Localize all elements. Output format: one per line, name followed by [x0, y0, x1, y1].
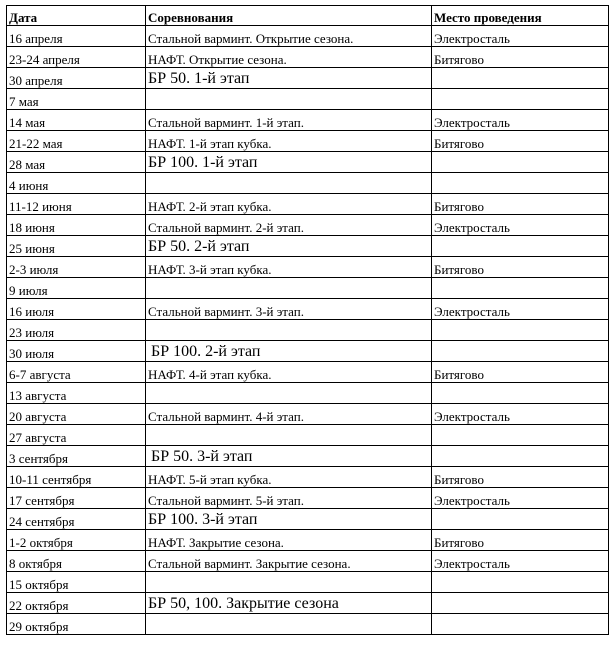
- place-cell: [432, 320, 609, 341]
- place-cell: Электросталь: [432, 110, 609, 131]
- date-cell: 13 августа: [7, 383, 146, 404]
- event-cell: БР 100. 1-й этап: [146, 152, 432, 173]
- event-cell: БР 50. 1-й этап: [146, 68, 432, 89]
- place-cell: [432, 341, 609, 362]
- competition-schedule-table: [6, 5, 609, 635]
- table-row: [7, 383, 609, 404]
- place-cell: Электросталь: [432, 26, 609, 47]
- date-cell: 30 апреля: [7, 68, 146, 89]
- date-cell: 23-24 апреля: [7, 47, 146, 68]
- date-cell: 3 сентября: [7, 446, 146, 467]
- column-header-date: Дата: [7, 6, 146, 26]
- table-row: [7, 341, 609, 362]
- place-cell: Электросталь: [432, 404, 609, 425]
- date-cell: 30 июля: [7, 341, 146, 362]
- event-cell: [146, 614, 432, 635]
- event-cell: Стальной варминт. 2-й этап.: [146, 215, 432, 236]
- event-cell: Стальной варминт. 5-й этап.: [146, 488, 432, 509]
- table-row: [7, 593, 609, 614]
- place-cell: Битягово: [432, 194, 609, 215]
- place-cell: [432, 614, 609, 635]
- date-cell: 2-3 июля: [7, 257, 146, 278]
- place-cell: Битягово: [432, 362, 609, 383]
- date-cell: 1-2 октября: [7, 530, 146, 551]
- event-cell: НАФТ. 2-й этап кубка.: [146, 194, 432, 215]
- date-cell: 14 мая: [7, 110, 146, 131]
- table-row: [7, 614, 609, 635]
- table-row: [7, 572, 609, 593]
- table-row: [7, 215, 609, 236]
- date-cell: 9 июля: [7, 278, 146, 299]
- place-cell: [432, 446, 609, 467]
- table-row: [7, 551, 609, 572]
- event-cell: [146, 572, 432, 593]
- table-row: [7, 404, 609, 425]
- table-row: [7, 47, 609, 68]
- table-row: [7, 320, 609, 341]
- event-cell: НАФТ. Закрытие сезона.: [146, 530, 432, 551]
- place-cell: Битягово: [432, 257, 609, 278]
- date-cell: 11-12 июня: [7, 194, 146, 215]
- event-cell: [146, 173, 432, 194]
- place-cell: [432, 572, 609, 593]
- event-cell: БР 50, 100. Закрытие сезона: [146, 593, 432, 614]
- event-cell: Стальной варминт. 1-й этап.: [146, 110, 432, 131]
- table-body: [7, 26, 609, 635]
- event-cell: Стальной варминт. Закрытие сезона.: [146, 551, 432, 572]
- table-row: [7, 425, 609, 446]
- table-header-row: [7, 6, 609, 26]
- place-cell: Битягово: [432, 47, 609, 68]
- date-cell: 22 октября: [7, 593, 146, 614]
- date-cell: 16 июля: [7, 299, 146, 320]
- date-cell: 24 сентября: [7, 509, 146, 530]
- date-cell: 25 июня: [7, 236, 146, 257]
- place-cell: Битягово: [432, 530, 609, 551]
- event-cell: БР 100. 2-й этап: [146, 341, 432, 362]
- table-row: [7, 257, 609, 278]
- event-cell: [146, 383, 432, 404]
- date-cell: 20 августа: [7, 404, 146, 425]
- place-cell: [432, 173, 609, 194]
- place-cell: Битягово: [432, 467, 609, 488]
- place-cell: Электросталь: [432, 551, 609, 572]
- event-cell: НАФТ. Открытие сезона.: [146, 47, 432, 68]
- place-cell: [432, 152, 609, 173]
- date-cell: 15 октября: [7, 572, 146, 593]
- place-cell: [432, 593, 609, 614]
- table-row: [7, 446, 609, 467]
- table-row: [7, 110, 609, 131]
- table-row: [7, 89, 609, 110]
- place-cell: [432, 278, 609, 299]
- event-cell: НАФТ. 1-й этап кубка.: [146, 131, 432, 152]
- column-header-event: Соревнования: [146, 6, 432, 26]
- event-cell: [146, 320, 432, 341]
- place-cell: [432, 425, 609, 446]
- place-cell: Электросталь: [432, 299, 609, 320]
- place-cell: Электросталь: [432, 488, 609, 509]
- event-cell: НАФТ. 5-й этап кубка.: [146, 467, 432, 488]
- date-cell: 4 июня: [7, 173, 146, 194]
- date-cell: 6-7 августа: [7, 362, 146, 383]
- table-row: [7, 194, 609, 215]
- event-cell: НАФТ. 4-й этап кубка.: [146, 362, 432, 383]
- date-cell: 7 мая: [7, 89, 146, 110]
- place-cell: Электросталь: [432, 215, 609, 236]
- date-cell: 16 апреля: [7, 26, 146, 47]
- place-cell: [432, 68, 609, 89]
- date-cell: 29 октября: [7, 614, 146, 635]
- place-cell: [432, 89, 609, 110]
- table-row: [7, 530, 609, 551]
- schedule-sheet: [6, 5, 609, 635]
- table-row: [7, 131, 609, 152]
- event-cell: БР 100. 3-й этап: [146, 509, 432, 530]
- date-cell: 21-22 мая: [7, 131, 146, 152]
- event-cell: БР 50. 2-й этап: [146, 236, 432, 257]
- event-cell: [146, 89, 432, 110]
- date-cell: 10-11 сентября: [7, 467, 146, 488]
- place-cell: [432, 509, 609, 530]
- column-header-place: Место проведения: [432, 6, 609, 26]
- table-row: [7, 26, 609, 47]
- event-cell: [146, 278, 432, 299]
- event-cell: НАФТ. 3-й этап кубка.: [146, 257, 432, 278]
- date-cell: 23 июля: [7, 320, 146, 341]
- place-cell: [432, 236, 609, 257]
- table-row: [7, 299, 609, 320]
- place-cell: [432, 383, 609, 404]
- table-row: [7, 488, 609, 509]
- table-row: [7, 173, 609, 194]
- event-cell: Стальной варминт. 3-й этап.: [146, 299, 432, 320]
- date-cell: 8 октября: [7, 551, 146, 572]
- event-cell: Стальной варминт. Открытие сезона.: [146, 26, 432, 47]
- place-cell: Битягово: [432, 131, 609, 152]
- table-row: [7, 152, 609, 173]
- table-row: [7, 362, 609, 383]
- table-row: [7, 467, 609, 488]
- event-cell: [146, 425, 432, 446]
- event-cell: Стальной варминт. 4-й этап.: [146, 404, 432, 425]
- table-row: [7, 278, 609, 299]
- table-row: [7, 68, 609, 89]
- date-cell: 28 мая: [7, 152, 146, 173]
- date-cell: 18 июня: [7, 215, 146, 236]
- date-cell: 17 сентября: [7, 488, 146, 509]
- event-cell: БР 50. 3-й этап: [146, 446, 432, 467]
- table-row: [7, 509, 609, 530]
- table-row: [7, 236, 609, 257]
- date-cell: 27 августа: [7, 425, 146, 446]
